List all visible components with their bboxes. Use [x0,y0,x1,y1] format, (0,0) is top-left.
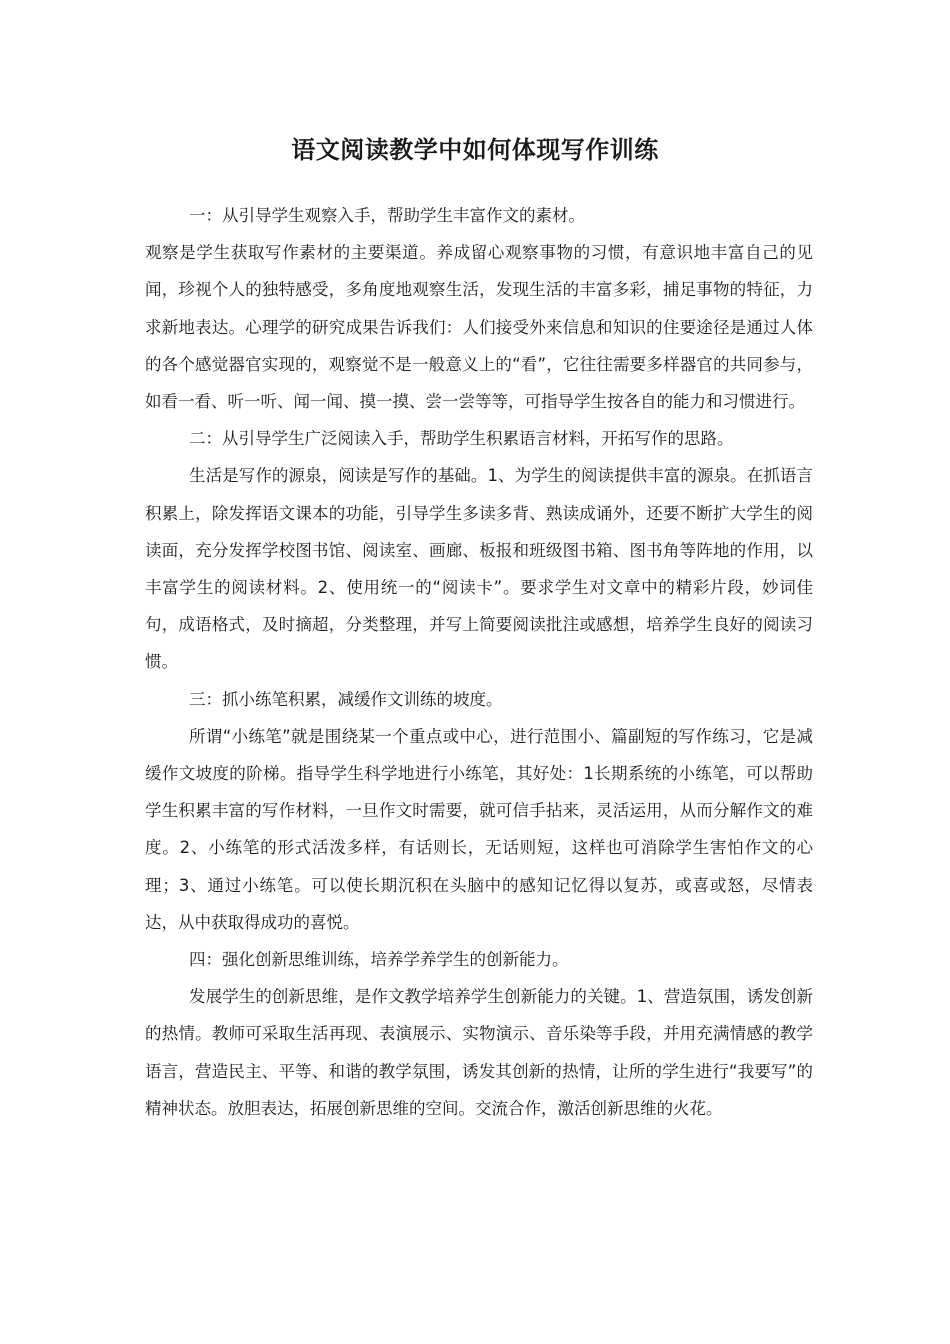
section-heading-2: 二：从引导学生广泛阅读入手，帮助学生积累语言材料，开拓写作的思路。 [189,429,734,449]
section-heading-3: 三：抓小练笔积累，减缓作文训练的坡度。 [189,689,503,709]
body-paragraph: 发展学生的创新思维，是作文教学培养学生创新能力的关键。1、营造氛围，诱发创新的热情。教师可采取生活再现、表演展示、实物演示、音乐染等手段，并用充满情感的教学语言，营造民主、平等、和谐的教学氛围，诱发其创新的热情，让所的学生进行“我要写”的精神状态。放胆表达，拓展创新思维的空间。交流合作，激活创新思维的火花。 [145,987,813,1118]
body-paragraph: 观察是学生获取写作素材的主要渠道。养成留心观察事物的习惯，有意识地丰富自己的见闻，珍视个人的独特感受，多角度地观察生活，发现生活的丰富多彩，捕足事物的特征，力求新地表达。心理学的研究成果告诉我们：人们接受外来信息和知识的住要途径是通过人体的各个感觉器官实现的，观察觉不是一般意义上的“看”，它往往需要多样器官的共同参与，如看一看、听一听、闻一闻、摸一摸、尝一尝等等，可指导学生按各自的能力和习惯进行。 [145,243,813,412]
document-body [145,197,813,1127]
body-paragraph: 所谓“小练笔”就是围绕某一个重点或中心，进行范围小、篇副短的写作练习，它是减缓作文坡度的阶梯。指导学生科学地进行小练笔，其好处：1长期系统的小练笔，可以帮助学生积累丰富的写作材料，一旦作文时需要，就可信手拈来，灵活运用，从而分解作文的难度。2、小练笔的形式活泼多样，有话则长，无话则短，这样也可消除学生害怕作文的心理；3、通过小练笔。可以使长期沉积在头脑中的感知记忆得以复苏，或喜或怒，尽情表达，从中获取得成功的喜悦。 [145,726,813,932]
body-paragraph: 生活是写作的源泉，阅读是写作的基础。1、为学生的阅读提供丰富的源泉。在抓语言积累上，除发挥语文课本的功能，引导学生多读多背、熟读成诵外，还要不断扩大学生的阅读面，充分发挥学校图书馆、阅读室、画廊、板报和班级图书箱、图书角等阵地的作用，以丰富学生的阅读材料。2、使用统一的“阅读卡”。要求学生对文章中的精彩片段，妙词佳句，成语格式，及时摘超，分类整理，并写上简要阅读批注或感想，培养学生良好的阅读习惯。 [145,466,813,672]
section-heading-1: 一：从引导学生观察入手，帮助学生丰富作文的素材。 [189,206,585,225]
section-heading-4: 四：强化创新思维训练，培养学养学生的创新能力。 [189,950,569,970]
document-title: 语文阅读教学中如何体现写作训练 [291,136,659,164]
